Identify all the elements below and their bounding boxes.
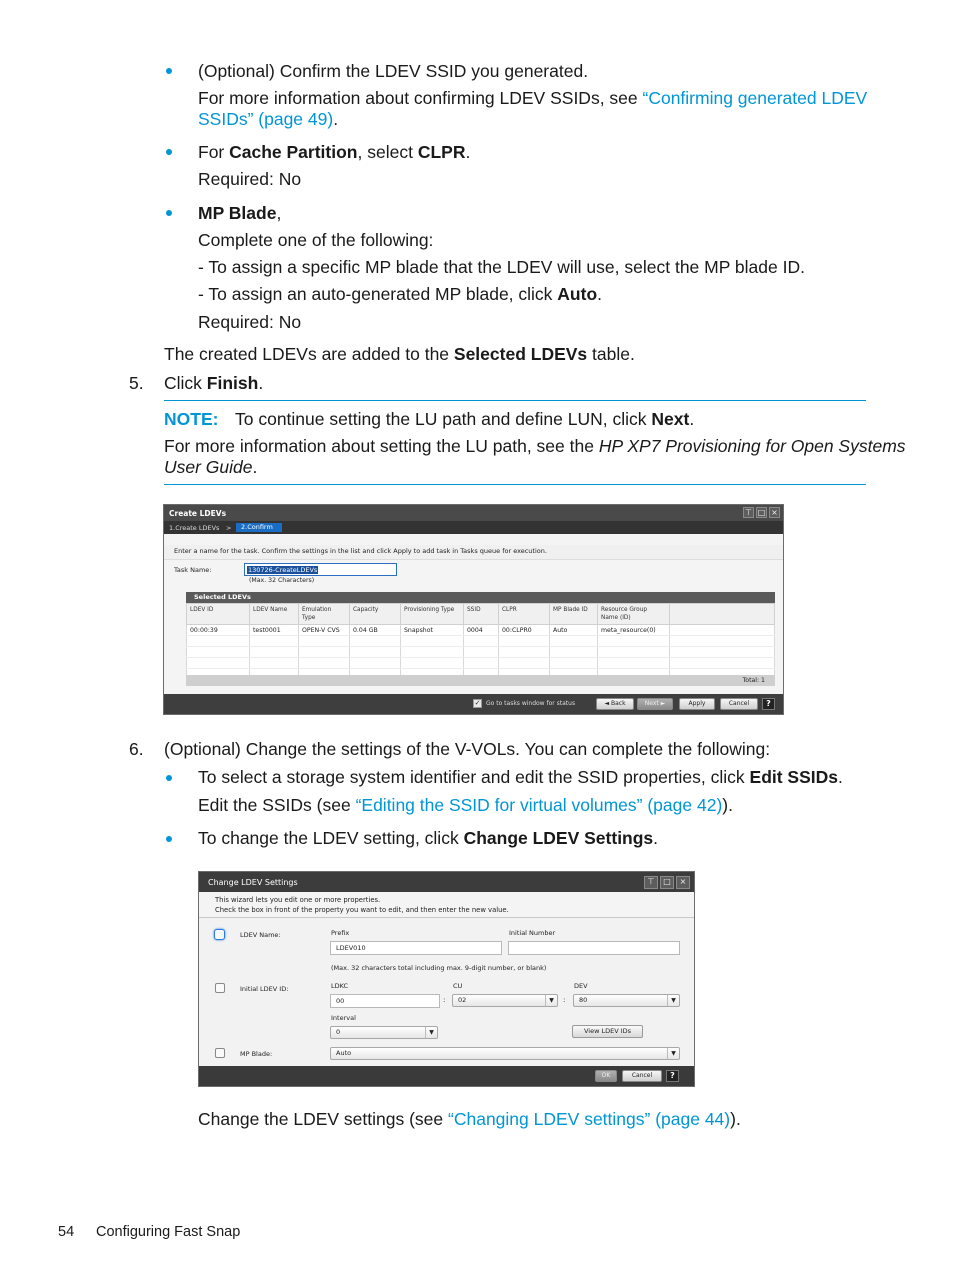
cancel-button[interactable]: Cancel (622, 1070, 662, 1082)
column-header[interactable]: Resource Group Name (ID) (598, 604, 670, 625)
prefix-label: Prefix (331, 929, 350, 937)
empty-table-row (187, 658, 775, 669)
change-ldev-line: Change the LDEV settings (see “Changing LDEV settings” (page 44)). (198, 1109, 741, 1129)
table-cell: test0001 (250, 625, 299, 636)
wizard-intro (199, 892, 694, 918)
wizard-step-create: 1.Create LDEVs (169, 524, 220, 532)
apply-button[interactable]: Apply (679, 698, 715, 710)
selected-ldevs-header: Selected LDEVs (186, 592, 775, 603)
help-icon[interactable]: ? (666, 1070, 679, 1082)
table-cell: 0004 (464, 625, 499, 636)
colon-separator: : (563, 996, 566, 1004)
table-header-row (187, 604, 775, 625)
bullet-icon (166, 149, 172, 155)
chevron-down-icon: ▼ (425, 1027, 437, 1038)
column-header[interactable]: CLPR (499, 604, 550, 625)
colon-separator: : (443, 996, 446, 1004)
window-titlebar (199, 872, 694, 892)
wizard-step-separator: > (226, 524, 232, 532)
selected-ldevs-table (186, 603, 775, 680)
cu-label: CU (453, 982, 463, 990)
dev-dropdown[interactable]: 80 ▼ (573, 994, 680, 1007)
name-hint: (Max. 32 characters total including max. 9-digit number, or blank) (331, 964, 547, 972)
link-confirming-ssids-cont[interactable]: SSIDs” (page 49) (198, 109, 334, 129)
prefix-input[interactable]: LDEV010 (330, 941, 502, 955)
table-cell: Snapshot (401, 625, 464, 636)
ok-button[interactable]: OK (595, 1070, 617, 1082)
created-ldevs-text: The created LDEVs are added to the Selected LDEVs table. (164, 344, 635, 364)
initial-ldev-checkbox[interactable] (215, 983, 225, 993)
bullet-info-cont: SSIDs” (page 49). (198, 109, 339, 129)
table-cell: OPEN-V CVS (299, 625, 350, 636)
step6-text: (Optional) Change the settings of the V-VOLs. You can complete the following: (164, 739, 771, 759)
ldev-name-checkbox[interactable] (214, 929, 225, 940)
table-cell: meta_resource(0) (598, 625, 670, 636)
task-name-hint: (Max. 32 Characters) (249, 577, 315, 584)
initial-ldev-label: Initial LDEV ID: (240, 985, 289, 993)
link-editing-ssid[interactable]: “Editing the SSID for virtual volumes” (page 42) (355, 795, 723, 815)
bullet-cache-partition: For Cache Partition, select CLPR. (198, 142, 471, 162)
next-button[interactable]: Next ► (637, 698, 673, 710)
bullet-icon (166, 775, 172, 781)
link-confirming-ssids[interactable]: “Confirming generated LDEV (642, 88, 868, 108)
empty-table-row (187, 647, 775, 658)
close-icon[interactable]: × (769, 507, 780, 518)
window-footer (199, 1066, 694, 1086)
note-rule-bottom (164, 484, 866, 485)
maximize-icon[interactable]: □ (757, 508, 766, 517)
mp-blade-label: MP Blade: (240, 1050, 273, 1058)
required-text: Required: No (198, 169, 302, 189)
bullet-info: For more information about confirming LDEV SSIDs, see “Confirming generated LDEV (198, 88, 868, 108)
column-header[interactable]: LDEV ID (187, 604, 250, 625)
go-to-tasks-checkbox[interactable]: ✓ (474, 699, 481, 707)
mp-blade-line1: Complete one of the following: (198, 230, 434, 250)
link-changing-ldev[interactable]: “Changing LDEV settings” (page 44) (448, 1109, 731, 1129)
note-more: For more information about setting the LU path, see the HP XP7 Provisioning for Open Systems (164, 436, 906, 456)
required-text: Required: No (198, 312, 302, 332)
chevron-down-icon: ▼ (667, 1048, 679, 1059)
window-titlebar (164, 505, 783, 521)
column-header[interactable]: MP Blade ID (550, 604, 598, 625)
back-button[interactable]: ◄ Back (596, 698, 634, 710)
ldkc-input[interactable]: 00 (330, 994, 440, 1008)
column-header[interactable]: Provisioning Type (401, 604, 464, 625)
table-cell (670, 625, 775, 636)
total-bar (186, 675, 775, 686)
ldev-name-label: LDEV Name: (240, 931, 281, 939)
pin-icon[interactable]: ⊤ (743, 507, 754, 518)
mp-blade-checkbox[interactable] (215, 1048, 225, 1058)
interval-dropdown[interactable]: 0 ▼ (330, 1026, 438, 1039)
interval-label: Interval (331, 1014, 356, 1022)
mp-blade-dropdown[interactable]: Auto ▼ (330, 1047, 680, 1060)
column-header[interactable]: Capacity (350, 604, 401, 625)
table-row[interactable] (187, 625, 775, 636)
bullet-text: (Optional) Confirm the LDEV SSID you generated. (198, 61, 589, 81)
empty-table-row (187, 636, 775, 647)
table-cell: 00:CLPR0 (499, 625, 550, 636)
intro-line2: Check the box in front of the property you want to edit, and then enter the new value. (215, 906, 509, 914)
chevron-down-icon: ▼ (667, 995, 679, 1006)
note-text: To continue setting the LU path and define LUN, click Next. (235, 409, 695, 429)
task-name-label: Task Name: (174, 566, 212, 574)
help-icon[interactable]: ? (762, 698, 775, 710)
intro-line1: This wizard lets you edit one or more properties. (215, 896, 381, 904)
edit-ssids-sub: Edit the SSIDs (see “Editing the SSID for virtual volumes” (page 42)). (198, 795, 733, 815)
go-to-tasks-label: Go to tasks window for status (486, 700, 576, 707)
column-header[interactable]: LDEV Name (250, 604, 299, 625)
window-title: Create LDEVs (169, 509, 227, 518)
bullet-icon (166, 210, 172, 216)
note-rule-top (164, 400, 866, 401)
change-ldev-text: To change the LDEV setting, click Change LDEV Settings. (198, 828, 659, 848)
instruction-text: Enter a name for the task. Confirm the settings in the list and click Apply to add task in Tasks queue for execution. (174, 547, 547, 555)
wizard-step-confirm: 2.Confirm (236, 523, 282, 532)
page-number: 54 (58, 1224, 75, 1240)
cancel-button[interactable]: Cancel (720, 698, 758, 710)
step-number: 6. (129, 739, 144, 759)
window-title: Change LDEV Settings (208, 878, 298, 887)
view-ldev-ids-button[interactable]: View LDEV IDs (572, 1025, 643, 1038)
chevron-down-icon: ▼ (545, 995, 557, 1006)
pin-icon[interactable]: ⊤ (644, 876, 658, 889)
initial-number-input[interactable] (508, 941, 680, 955)
wizard-steps (164, 521, 783, 534)
change-ldev-settings-screenshot (198, 871, 695, 1087)
create-ldevs-screenshot (163, 504, 784, 715)
cu-dropdown[interactable]: 02 ▼ (452, 994, 558, 1007)
mp-blade-line3: - To assign an auto-generated MP blade, click Auto. (198, 284, 603, 304)
step5-text: Click Finish. (164, 373, 264, 393)
note-label: NOTE: (164, 409, 219, 429)
dev-label: DEV (574, 982, 588, 990)
total-count: Total: 1 (742, 677, 765, 684)
ldkc-label: LDKC (331, 982, 349, 990)
table-cell: Auto (550, 625, 598, 636)
step-number: 5. (129, 373, 144, 393)
column-header[interactable] (670, 604, 775, 625)
column-header[interactable]: Emulation Type (299, 604, 350, 625)
close-icon[interactable]: × (676, 876, 690, 889)
initial-number-label: Initial Number (509, 929, 556, 937)
edit-ssids-text: To select a storage system identifier and edit the SSID properties, click Edit SSIDs. (198, 767, 843, 787)
bullet-mp-blade: MP Blade, (198, 203, 282, 223)
task-name-input[interactable]: 130726-CreateLDEVs (244, 563, 397, 576)
footer-section: Configuring Fast Snap (96, 1224, 241, 1240)
bullet-icon (166, 68, 172, 74)
table-cell: 0.04 GB (350, 625, 401, 636)
bullet-icon (166, 836, 172, 842)
column-header[interactable]: SSID (464, 604, 499, 625)
maximize-icon[interactable]: □ (660, 876, 674, 889)
window-footer (164, 694, 783, 714)
mp-blade-line2: - To assign a specific MP blade that the LDEV will use, select the MP blade ID. (198, 257, 805, 277)
table-cell: 00:00:39 (187, 625, 250, 636)
note-more-cont: User Guide. (164, 457, 258, 477)
